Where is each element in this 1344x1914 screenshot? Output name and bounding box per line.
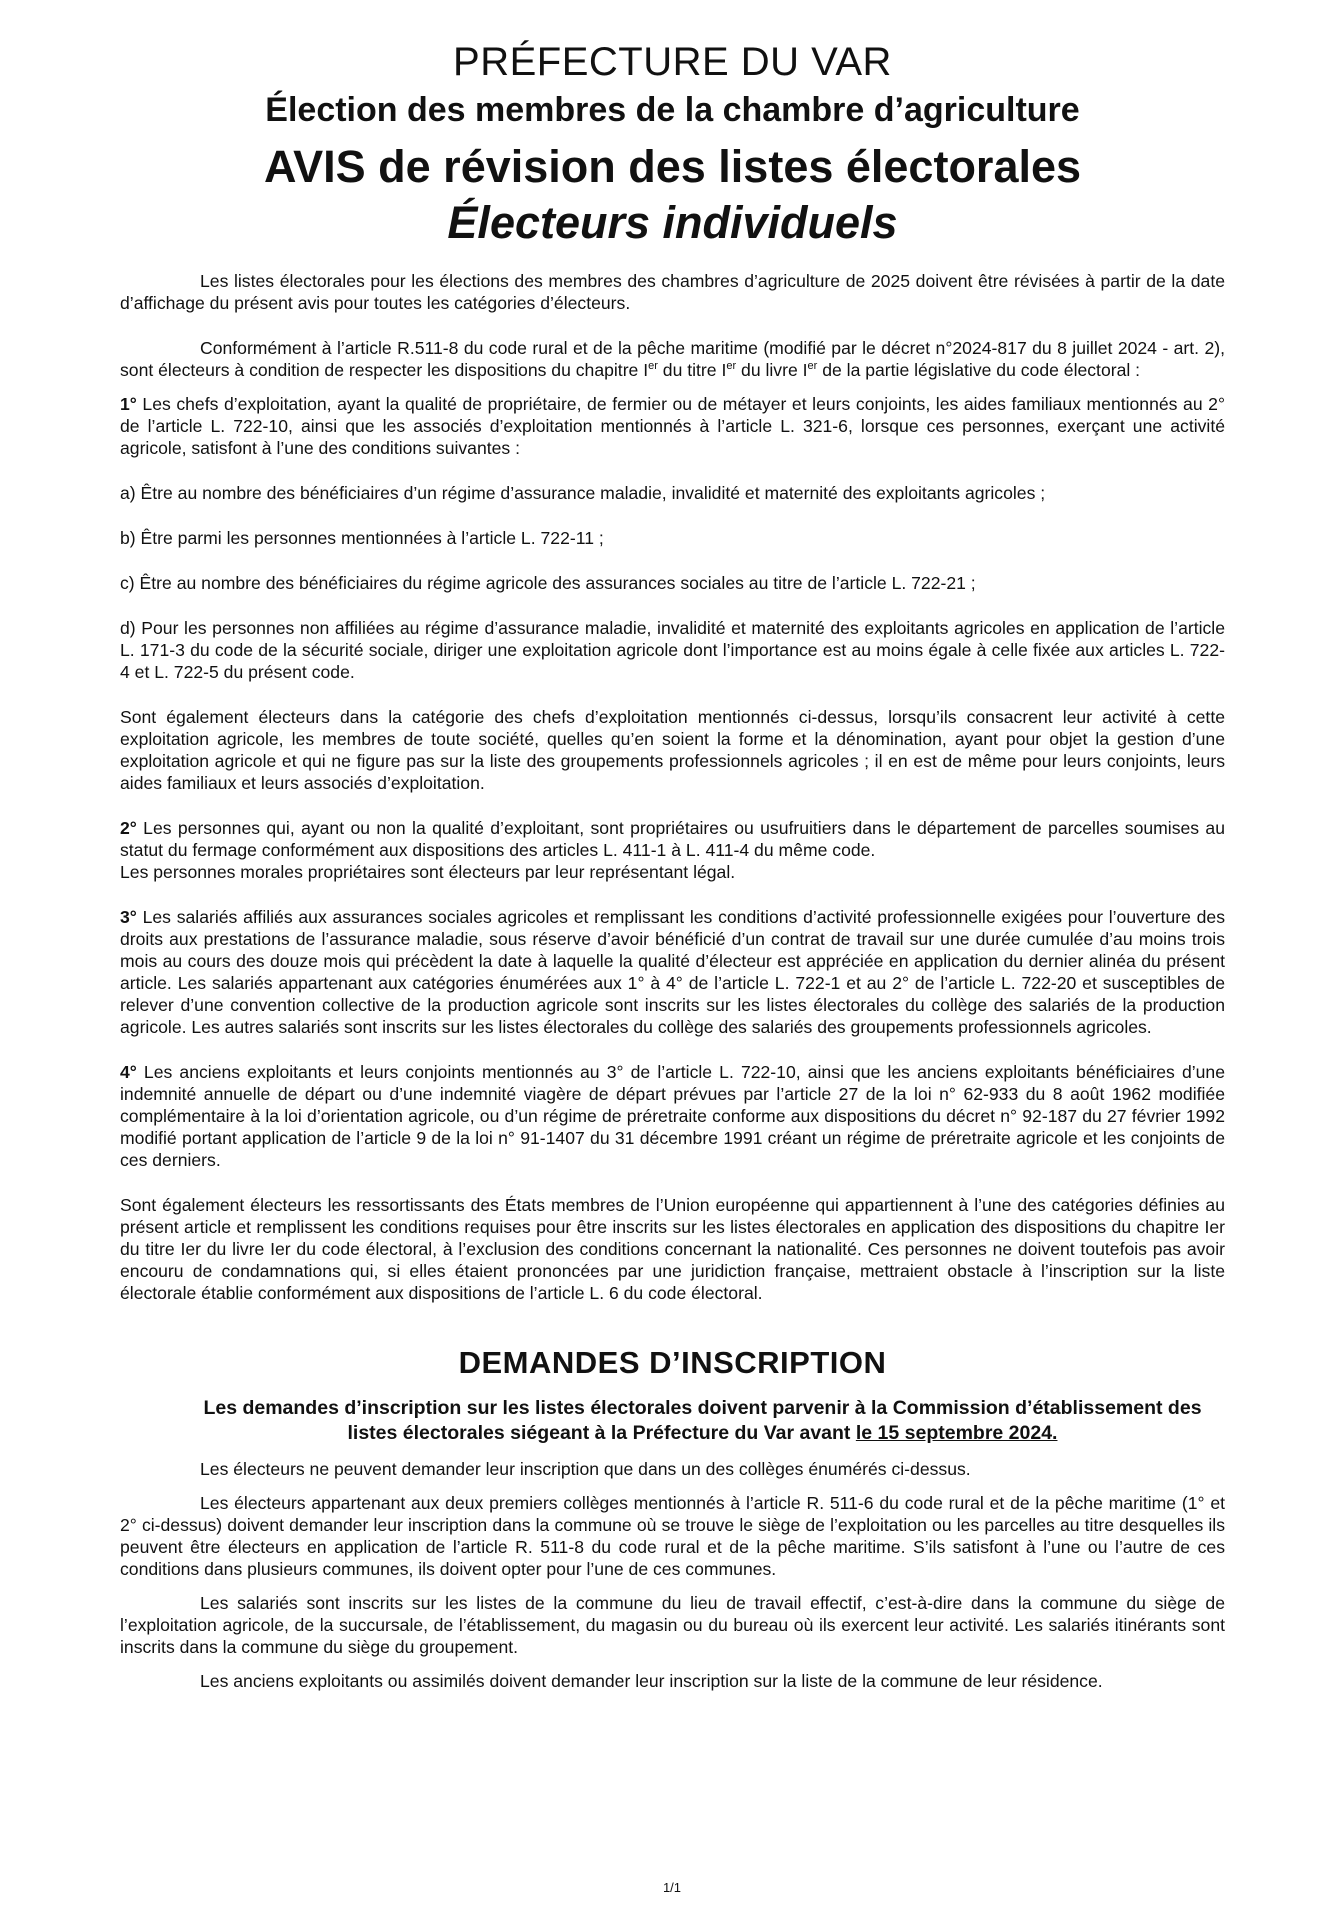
sup-2: er xyxy=(726,360,737,373)
inscription-paragraph-1: Les électeurs ne peuvent demander leur inscription que dans un des collèges énumérés ci-dessus. xyxy=(200,1459,971,1479)
inscription-deadline xyxy=(120,1396,1225,1446)
condition-b: b) Être parmi les personnes mentionnées à l’article L. 722-11 ; xyxy=(120,528,604,548)
item-2-legal-persons: Les personnes morales propriétaires sont électeurs par leur représentant légal. xyxy=(120,862,736,882)
condition-c: c) Être au nombre des bénéficiaires du régime agricole des assurances sociales au titre de l’article L. 722-21 ; xyxy=(120,573,976,593)
intro-text-c: du livre I xyxy=(736,360,808,380)
intro-paragraph-1: Les listes électorales pour les élections des membres des chambres d’agriculture de 2025 doivent être révisées à partir de la date d’affichage du présent avis pour toutes les catégories d’électeurs. xyxy=(120,271,1225,313)
category-title: Électeurs individuels xyxy=(447,197,898,248)
deadline-text: Les demandes d’inscription sur les listes électorales doivent parvenir à la Commission d’établissement des listes électorales siégeant à la Préfecture du Var avant xyxy=(203,1397,1202,1444)
item-4-number: 4° xyxy=(120,1062,137,1082)
item-4-text: Les anciens exploitants et leurs conjoints mentionnés au 3° de l’article L. 722-10, ainsi que les anciens exploitants bénéficiaires d’une indemnité annuelle de départ ou d’une indemnité viagère de départ prévues par l’article 27 de la loi n° 62-933 du 8 août 1962 modifiée complémentaire à la loi d’orientation agricole, ou d’un régime de préretraite conforme aux dispositions du décret n° 92-187 du 27 février 1992 modifié portant application de l’article 9 de la loi n° 91-1407 du 31 décembre 1991 créant un régime de préretraite agricole et les conjoints de ces derniers. xyxy=(120,1062,1225,1170)
intro-paragraph-2 xyxy=(120,337,1225,381)
item-1 xyxy=(120,393,1225,459)
item-2-number: 2° xyxy=(120,818,137,838)
avis-title: AVIS de révision des listes électorales xyxy=(263,141,1082,192)
deadline-date: le 15 septembre 2024. xyxy=(855,1422,1058,1444)
document-page xyxy=(120,38,1225,1692)
intro-text-b: du titre I xyxy=(657,360,727,380)
condition-a: a) Être au nombre des bénéficiaires d’un régime d’assurance maladie, invalidité et maternité des exploitants agricoles ; xyxy=(120,483,1046,503)
condition-d: d) Pour les personnes non affiliées au régime d’assurance maladie, invalidité et maternité des exploitants agricoles en application de l’article L. 171-3 du code de la sécurité sociale, diriger une exploitation agricole dont l’importance est au moins égale à celle fixée aux articles L. 722-4 et L. 722-5 du présent code. xyxy=(120,618,1225,682)
item-1-text: Les chefs d’exploitation, ayant la qualité de propriétaire, de fermier ou de métayer et leurs conjoints, les aides familiaux mentionnés au 2° de l’article L. 722-10, ainsi que les associés d’exploitation mentionnés à l’article L. 321-6, lorsque ces personnes, exerçant une activité agricole, satisfont à l’une des conditions suivantes : xyxy=(120,394,1225,458)
sup-1: er xyxy=(648,360,658,373)
item-3-text: Les salariés affiliés aux assurances sociales agricoles et remplissant les conditions d’activité professionnelle exigées pour l’ouverture des droits aux prestations de l’assurance maladie, sous réserve d’avoir bénéficié d’un contrat de travail sur une durée cumulée d’au moins trois mois au cours des douze mois qui précèdent la date à laquelle la qualité d’électeur est appréciée en application du dernier alinéa du présent article. Les salariés appartenant aux catégories énumérées aux 1° à 4° de l’article L. 722-1 et au 2° de l’article L. 722-20 et susceptibles de relever d’une convention collective de la production agricole sont inscrits sur les listes électorales du collège des salariés de la production agricole. Les autres salariés sont inscrits sur les listes électorales du collège des salariés des groupements professionnels agricoles. xyxy=(120,907,1225,1037)
inscription-paragraph-4: Les anciens exploitants ou assimilés doivent demander leur inscription sur la liste de la commune de leur résidence. xyxy=(200,1671,1103,1691)
item-3 xyxy=(120,906,1225,1038)
sup-3: er xyxy=(807,360,818,373)
also-electors-1: Sont également électeurs dans la catégorie des chefs d’exploitation mentionnés ci-dessus, lorsqu’ils consacrent leur activité à cette exploitation agricole, les membres de toute société, quelles qu’en soient la forme et la dénomination, ayant pour objet la gestion d’une exploitation agricole et qui ne figure pas sur la liste des groupements professionnels agricoles ; il en est de même pour leurs conjoints, leurs aides familiaux et leurs associés d’exploitation. xyxy=(120,707,1225,793)
intro-text-d: de la partie législative du code électoral : xyxy=(817,360,1141,380)
page-number: 1/1 xyxy=(662,1880,682,1895)
item-4 xyxy=(120,1061,1225,1171)
inscription-paragraph-2: Les électeurs appartenant aux deux premiers collèges mentionnés à l’article R. 511-6 du code rural et de la pêche maritime (1° et 2° ci-dessus) doivent demander leur inscription dans la commune où se trouve le siège de l’exploitation ou les parcelles au titre desquelles ils peuvent être électeurs en application de l’article R. 511-8 du code rural et de la pêche maritime. S’ils satisfont à l’une ou l’autre de ces conditions dans plusieurs communes, ils doivent opter pour l’une de ces communes. xyxy=(120,1493,1225,1579)
inscription-section-title: DEMANDES D’INSCRIPTION xyxy=(458,1345,887,1380)
intro-text-a: Conformément à l’article R.511-8 du code rural et de la pêche maritime (modifié par le décret n°2024-817 du 8 juillet 2024 - art. 2), sont électeurs à condition de respecter les dispositions du chapitre I xyxy=(120,338,1225,380)
item-2-text: Les personnes qui, ayant ou non la qualité d’exploitant, sont propriétaires ou usufruitiers dans le département de parcelles soumises au statut du fermage conformément aux dispositions des articles L. 411-1 à L. 411-4 du même code. xyxy=(120,818,1225,860)
item-1-number: 1° xyxy=(120,394,137,414)
election-title: Élection des membres de la chambre d’agriculture xyxy=(265,91,1080,129)
prefecture-title: PRÉFECTURE DU VAR xyxy=(453,40,892,84)
inscription-paragraph-3: Les salariés sont inscrits sur les listes de la commune du lieu de travail effectif, c’est-à-dire dans la commune du siège de l’exploitation agricole, de la succursale, de l’établissement, du magasin ou du bureau où ils exercent leur activité. Les salariés itinérants sont inscrits dans la commune du siège du groupement. xyxy=(120,1593,1225,1657)
also-electors-2: Sont également électeurs les ressortissants des États membres de l’Union européenne qui appartiennent à l’une des catégories définies au présent article et remplissent les conditions requises pour être inscrits sur les listes électorales en application des dispositions du chapitre Ier du titre Ier du livre Ier du code électoral, à l’exclusion des conditions concernant la nationalité. Ces personnes ne doivent toutefois pas avoir encouru de condamnations qui, si elles étaient prononcées par une juridiction française, mettraient obstacle à l’inscription sur la liste électorale établie conformément aux dispositions de l’article L. 6 du code électoral. xyxy=(120,1195,1225,1303)
item-3-number: 3° xyxy=(120,907,137,927)
item-2 xyxy=(120,817,1225,861)
